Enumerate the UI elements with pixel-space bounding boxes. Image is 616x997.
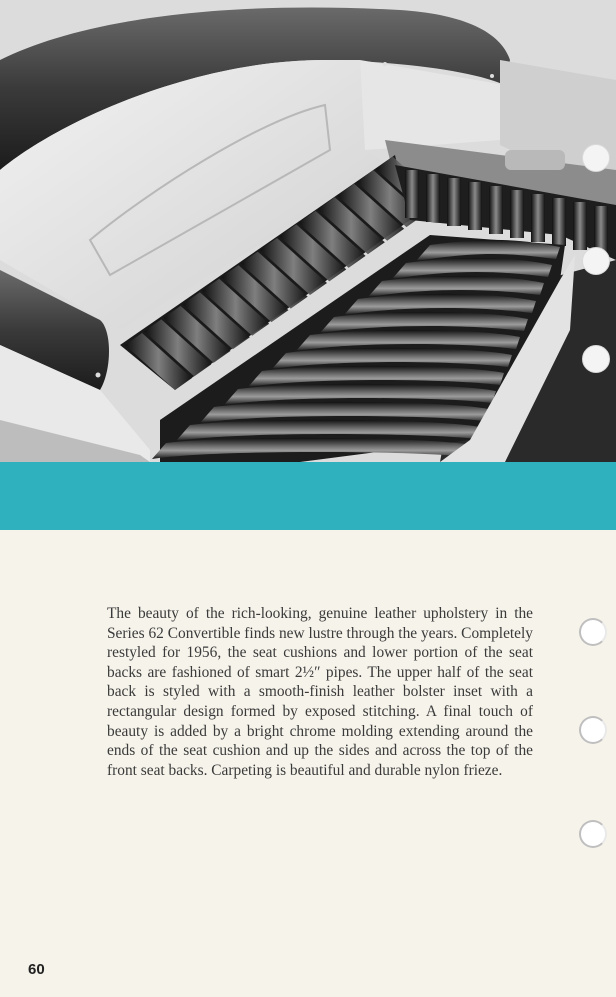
binder-hole-icon [579, 820, 607, 848]
binder-hole-icon [582, 247, 610, 275]
binder-hole-icon [579, 716, 607, 744]
upholstery-photo [0, 0, 616, 462]
accent-band [0, 462, 616, 530]
binder-hole-icon [579, 618, 607, 646]
page-number: 60 [28, 961, 45, 978]
binder-hole-icon [582, 144, 610, 172]
binder-hole-icon [582, 345, 610, 373]
upholstery-description: The beauty of the rich-looking, genuine leather upholstery in the Series 62 Convertible finds new lustre through the years. Completely restyled for 1956, the seat cushions and lower portion of the seat backs are fashioned of smart 2½″ pipes. The upper half of the seat back is styled with a smooth-finish leather bolster inset with a rectangular design formed by exposed stitching. A final touch of beauty is added by a bright chrome molding extending around the ends of the seat cushion and up the sides and across the top of the front seat backs. Carpeting is beautiful and durable nylon frieze. [107, 605, 533, 779]
